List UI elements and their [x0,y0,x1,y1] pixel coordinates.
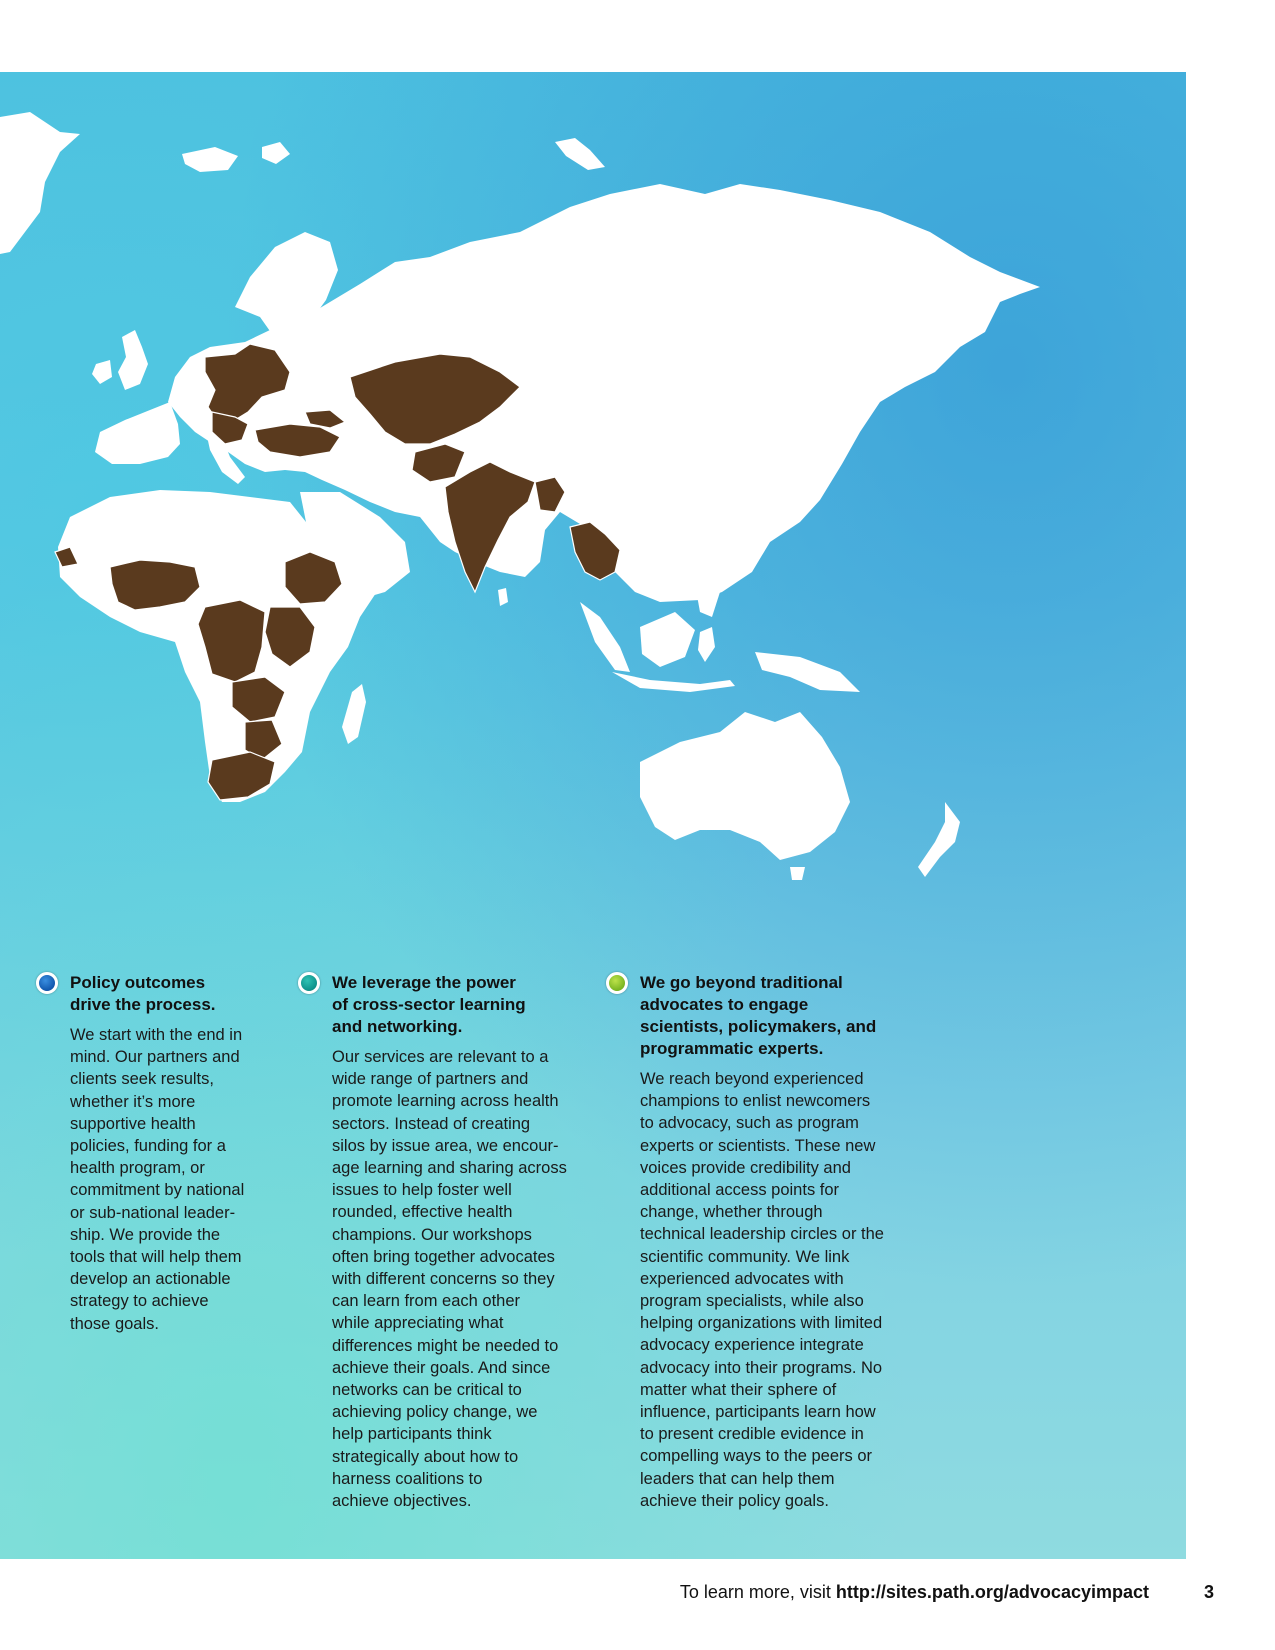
column-body: Our services are relevant to a wide range of partners and promote learning across health sectors. Instead of creating silos by issue area, we encour- age learning and sharing across issues to help foster well rounded, effective health champions. Our workshops often bring together advocates with different concerns so they can learn from each other while appreciating what differences might be needed to achieve their goals. And since networks can be critical to achieving policy change, we help participants think strategically about how to harness coalitions to achieve objectives. [332,1048,567,1511]
column-heading: Policy outcomes drive the process. [70,973,216,1014]
lime-bullet-icon [606,972,628,994]
madagascar [342,684,366,744]
greenland-edge [0,112,80,254]
page-number: 3 [1204,1582,1215,1602]
borneo [640,612,695,667]
sumatra [580,602,630,672]
column-heading: We go beyond traditional advocates to engage scientists, policymakers, and programmatic experts. [640,973,877,1058]
column-cross-sector-learning [298,972,588,1512]
svalbard [262,142,290,164]
iceland [182,147,238,172]
great-britain [118,330,148,390]
region-south-africa [208,752,275,800]
ireland [92,360,112,384]
column-body: We start with the end in mind. Our partners and clients seek results, whether it’s more supportive health policies, funding for a health program, or commitment by national or sub-national leader- ship. We provide the tools that will help them develop an actionable strategy to achieve those goals. [70,1026,245,1333]
java-chain [612,672,735,692]
footer-url-link[interactable]: http://sites.path.org/advocacyimpact [835,1582,1149,1602]
new-guinea [755,652,860,692]
new-zealand [918,802,960,877]
teal-bullet-icon [298,972,320,994]
column-heading: We leverage the power of cross-sector learning and networking. [332,973,526,1036]
column-beyond-traditional-advocates [606,972,906,1512]
tasmania [790,867,805,880]
western-europe [95,402,180,464]
column-policy-outcomes [36,972,276,1335]
world-map [0,72,1186,952]
sulawesi [698,627,715,662]
australia [640,712,850,860]
sri-lanka [498,588,508,606]
map-panel [0,72,1186,1559]
column-body: We reach beyond experienced champions to enlist newcomers to advocacy, such as program experts or scientists. These new voices provide credibility and additional access points for change, whether through technical leadership circles or the scientific community. We link experienced advocates with program specialists, while also helping organizations with limited advocacy experience integrate advocacy into their programs. No matter what their sphere of influence, participants learn how to present credible evidence in compelling ways to the peers or leaders that can help them achieve their policy goals. [640,1070,884,1510]
footer-cta [680,1582,1149,1603]
blue-bullet-icon [36,972,58,994]
footer-prefix: To learn more, visit [679,1582,836,1602]
novaya-zemlya [555,138,605,170]
